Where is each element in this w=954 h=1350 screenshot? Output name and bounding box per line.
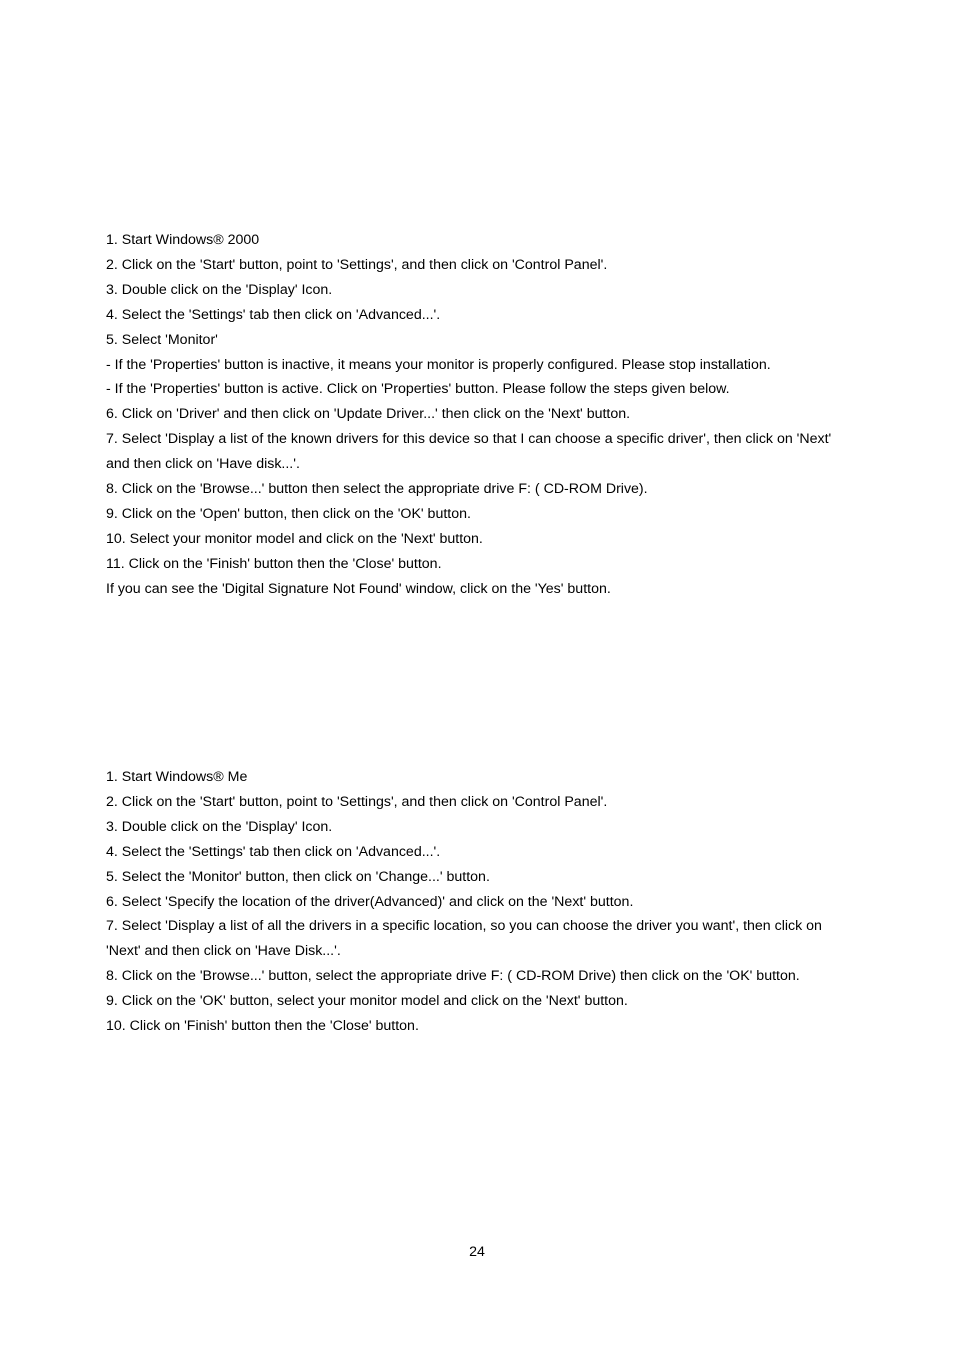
instruction-line: - If the 'Properties' button is active. Click on 'Properties' button. Please follow the steps given below. [106,381,730,398]
instruction-line: 6. Select 'Specify the location of the driver(Advanced)' and click on the 'Next' button. [106,893,634,910]
instruction-line: 5. Select the 'Monitor' button, then click on 'Change...' button. [106,868,490,885]
instruction-line: 2. Click on the 'Start' button, point to 'Settings', and then click on 'Control Panel'. [106,256,608,273]
page-number: 24 [469,1244,485,1260]
instruction-line: 8. Click on the 'Browse...' button, select the appropriate drive F: ( CD-ROM Drive) then click on the 'OK' button. [106,968,800,985]
instruction-line: 3. Double click on the 'Display' Icon. [106,818,333,835]
instruction-line: 4. Select the 'Settings' tab then click on 'Advanced...'. [106,843,441,860]
instruction-line: 9. Click on the 'OK' button, select your monitor model and click on the 'Next' button. [106,993,628,1010]
instruction-line: 2. Click on the 'Start' button, point to 'Settings', and then click on 'Control Panel'. [106,793,608,810]
instruction-line: 10. Select your monitor model and click on the 'Next' button. [106,530,483,547]
instruction-line: 1. Start Windows® 2000 [106,232,260,248]
windows-2000-instructions [106,228,846,602]
instruction-line: 9. Click on the 'Open' button, then click on the 'OK' button. [106,505,471,522]
instruction-line: 11. Click on the 'Finish' button then the 'Close' button. [106,555,442,572]
windows-me-instructions [106,765,846,1039]
instruction-line: and then click on 'Have disk...'. [106,456,300,473]
instruction-line: 8. Click on the 'Browse...' button then select the appropriate drive F: ( CD-ROM Drive). [106,481,648,498]
instruction-line: 10. Click on 'Finish' button then the 'Close' button. [106,1018,419,1035]
instruction-line: 6. Click on 'Driver' and then click on 'Update Driver...' then click on the 'Next' button. [106,406,631,423]
instruction-line: 4. Select the 'Settings' tab then click on 'Advanced...'. [106,306,441,323]
instruction-line: 7. Select 'Display a list of the known drivers for this device so that I can choose a specific driver', then click on 'Next' [106,431,832,448]
instruction-line: 5. Select 'Monitor' [106,331,218,348]
instruction-line: 3. Double click on the 'Display' Icon. [106,281,333,298]
instruction-line: 1. Start Windows® Me [106,769,248,785]
instruction-line: 7. Select 'Display a list of all the drivers in a specific location, so you can choose the driver you want', then click on [106,918,822,935]
instruction-line: - If the 'Properties' button is inactive, it means your monitor is properly configured. Please stop installation. [106,356,771,373]
instruction-line: 'Next' and then click on 'Have Disk...'. [106,943,341,960]
instruction-line: If you can see the 'Digital Signature Not Found' window, click on the 'Yes' button. [106,580,611,597]
